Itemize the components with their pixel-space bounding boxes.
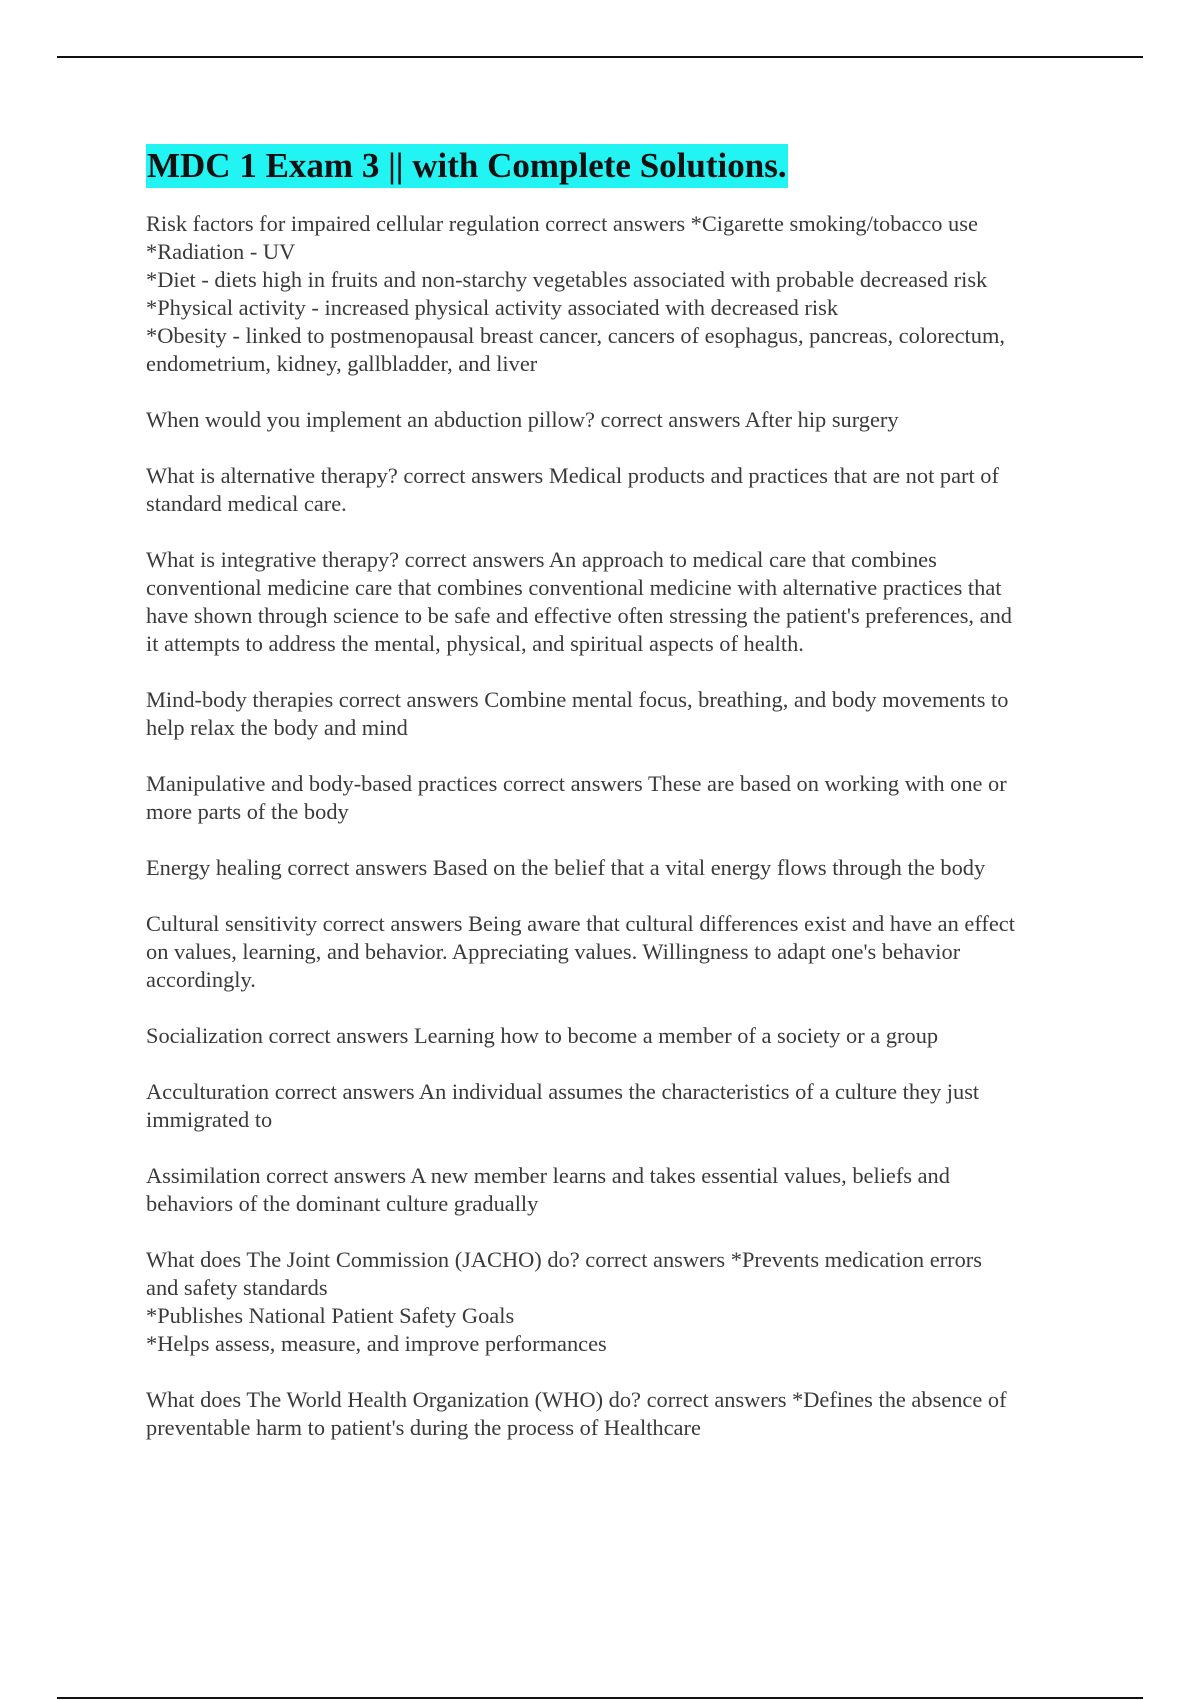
qa-text-line: *Diet - diets high in fruits and non-starchy vegetables associated with probable decreased risk bbox=[146, 267, 988, 292]
qa-text-line: When would you implement an abduction pillow? correct answers After hip surgery bbox=[146, 407, 899, 432]
qa-text-line: *Publishes National Patient Safety Goals bbox=[146, 1303, 515, 1328]
qa-entry bbox=[146, 910, 1092, 994]
qa-text-line: Risk factors for impaired cellular regulation correct answers *Cigarette smoking/tobacco use bbox=[146, 211, 978, 236]
qa-entry bbox=[146, 854, 1092, 882]
title-wrap bbox=[146, 144, 1092, 188]
qa-text-line: and safety standards bbox=[146, 1275, 328, 1300]
top-rule bbox=[57, 56, 1143, 58]
qa-entry bbox=[146, 1078, 1092, 1134]
qa-entry bbox=[146, 462, 1092, 518]
qa-text-line: have shown through science to be safe and effective often stressing the patient's preferences, and bbox=[146, 603, 1012, 628]
qa-text-line: conventional medicine care that combines conventional medicine with alternative practices that bbox=[146, 575, 1002, 600]
qa-entry bbox=[146, 546, 1092, 658]
qa-text-line: endometrium, kidney, gallbladder, and liver bbox=[146, 351, 538, 376]
qa-text-line: What is integrative therapy? correct answers An approach to medical care that combines bbox=[146, 547, 937, 572]
qa-text-line: behaviors of the dominant culture gradually bbox=[146, 1191, 539, 1216]
qa-text-line: Cultural sensitivity correct answers Being aware that cultural differences exist and have an effect bbox=[146, 911, 1015, 936]
qa-entry bbox=[146, 1162, 1092, 1218]
qa-entry bbox=[146, 770, 1092, 826]
qa-text-line: it attempts to address the mental, physical, and spiritual aspects of health. bbox=[146, 631, 804, 656]
qa-entry bbox=[146, 210, 1092, 378]
qa-text-line: immigrated to bbox=[146, 1107, 273, 1132]
qa-text-line: help relax the body and mind bbox=[146, 715, 408, 740]
qa-list bbox=[146, 210, 1092, 1442]
qa-text-line: Acculturation correct answers An individual assumes the characteristics of a culture they just bbox=[146, 1079, 980, 1104]
qa-text-line: What is alternative therapy? correct answers Medical products and practices that are not part of bbox=[146, 463, 999, 488]
qa-text-line: What does The Joint Commission (JACHO) do? correct answers *Prevents medication errors bbox=[146, 1247, 982, 1272]
document-title: MDC 1 Exam 3 || with Complete Solutions. bbox=[146, 144, 788, 188]
qa-text-line: Socialization correct answers Learning how to become a member of a society or a group bbox=[146, 1023, 939, 1048]
qa-entry bbox=[146, 1022, 1092, 1050]
qa-text-line: *Helps assess, measure, and improve performances bbox=[146, 1331, 607, 1356]
bottom-rule bbox=[57, 1697, 1143, 1699]
qa-text-line: Energy healing correct answers Based on the belief that a vital energy flows through the body bbox=[146, 855, 986, 880]
qa-entry bbox=[146, 1386, 1092, 1442]
qa-text-line: Assimilation correct answers A new member learns and takes essential values, beliefs and bbox=[146, 1163, 950, 1188]
qa-text-line: more parts of the body bbox=[146, 799, 349, 824]
qa-entry bbox=[146, 686, 1092, 742]
qa-entry bbox=[146, 1246, 1092, 1358]
qa-text-line: *Physical activity - increased physical activity associated with decreased risk bbox=[146, 295, 839, 320]
qa-text-line: Manipulative and body-based practices correct answers These are based on working with one or bbox=[146, 771, 1007, 796]
qa-text-line: *Obesity - linked to postmenopausal breast cancer, cancers of esophagus, pancreas, colorectum, bbox=[146, 323, 1005, 348]
qa-text-line: on values, learning, and behavior. Appreciating values. Willingness to adapt one's behavior bbox=[146, 939, 961, 964]
qa-text-line: *Radiation - UV bbox=[146, 239, 296, 264]
qa-text-line: What does The World Health Organization (WHO) do? correct answers *Defines the absence of bbox=[146, 1387, 1007, 1412]
qa-text-line: standard medical care. bbox=[146, 491, 347, 516]
qa-entry bbox=[146, 406, 1092, 434]
qa-text-line: preventable harm to patient's during the process of Healthcare bbox=[146, 1415, 701, 1440]
qa-text-line: Mind-body therapies correct answers Combine mental focus, breathing, and body movements to bbox=[146, 687, 1009, 712]
document-body bbox=[146, 144, 1092, 1470]
qa-text-line: accordingly. bbox=[146, 967, 256, 992]
